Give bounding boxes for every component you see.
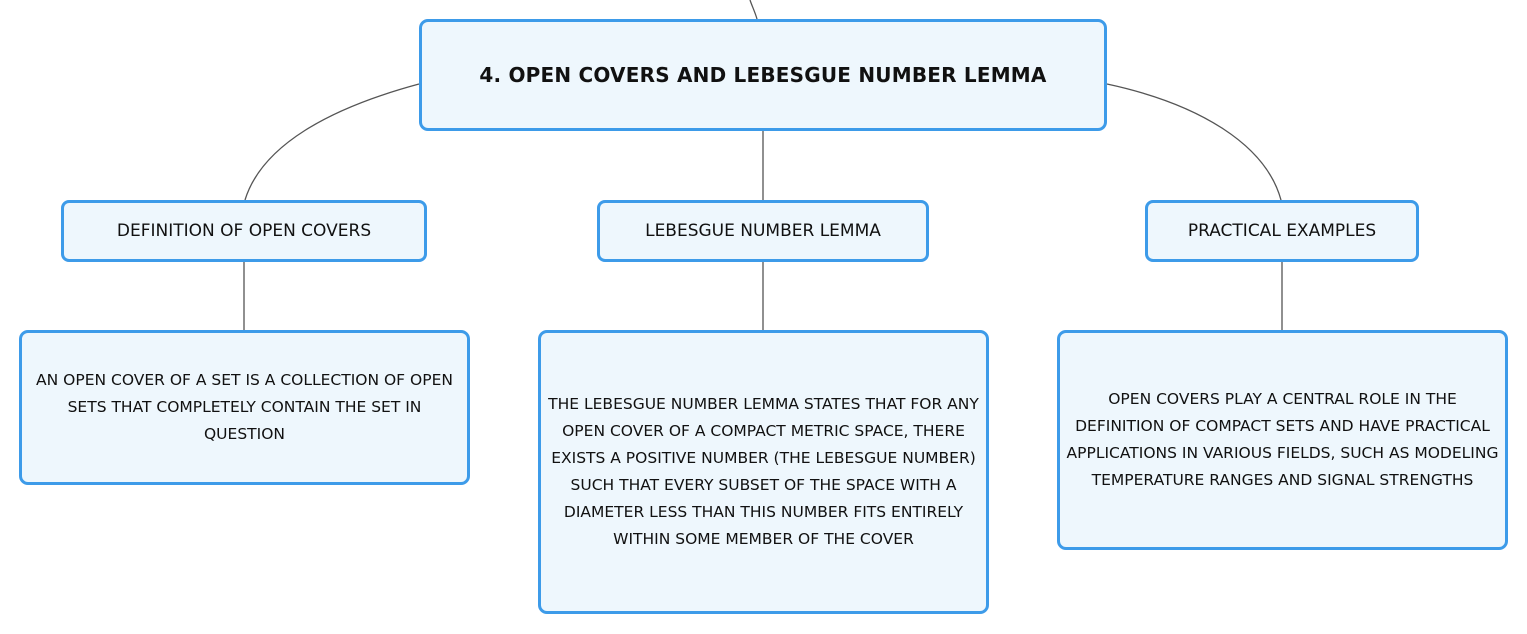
detail-text: THE LEBESGUE NUMBER LEMMA STATES THAT FOR ANY OPEN COVER OF A COMPACT METRIC SPACE, THERE EXISTS A POSITIVE NUMBER (THE LEBESGUE NUMBER) SUCH THAT EVERY SUBSET OF THE SPACE WITH A DIAMETER LESS THAN THIS NUMBER FITS ENTIRELY WITHIN SOME MEMBER OF THE COVER	[548, 395, 979, 548]
root-topic-label: 4. OPEN COVERS AND LEBESGUE NUMBER LEMMA	[479, 63, 1047, 87]
topic-label: LEBESGUE NUMBER LEMMA	[645, 221, 881, 241]
connector-root-to-definition	[245, 84, 419, 200]
detail-lebesgue-number-lemma[interactable]	[538, 330, 989, 614]
detail-text: AN OPEN COVER OF A SET IS A COLLECTION OF OPEN SETS THAT COMPLETELY CONTAIN THE SET IN QUESTION	[36, 371, 453, 443]
topic-definition-of-open-covers[interactable]	[61, 200, 427, 262]
topic-label: PRACTICAL EXAMPLES	[1187, 221, 1377, 241]
topic-lebesgue-number-lemma[interactable]	[597, 200, 929, 262]
detail-text: OPEN COVERS PLAY A CENTRAL ROLE IN THE DEFINITION OF COMPACT SETS AND HAVE PRACTICAL APPLICATIONS IN VARIOUS FIELDS, SUCH AS MODELING TEMPERATURE RANGES AND SIGNAL STRENGTHS	[1066, 390, 1499, 489]
connector-root-to-examples	[1107, 84, 1281, 200]
topic-label: DEFINITION OF OPEN COVERS	[116, 221, 372, 241]
detail-definition-of-open-covers[interactable]	[19, 330, 470, 485]
connector-parent-to-root	[750, 0, 757, 19]
detail-practical-examples[interactable]	[1057, 330, 1508, 550]
topic-practical-examples[interactable]	[1145, 200, 1419, 262]
root-topic-node[interactable]	[419, 19, 1107, 131]
